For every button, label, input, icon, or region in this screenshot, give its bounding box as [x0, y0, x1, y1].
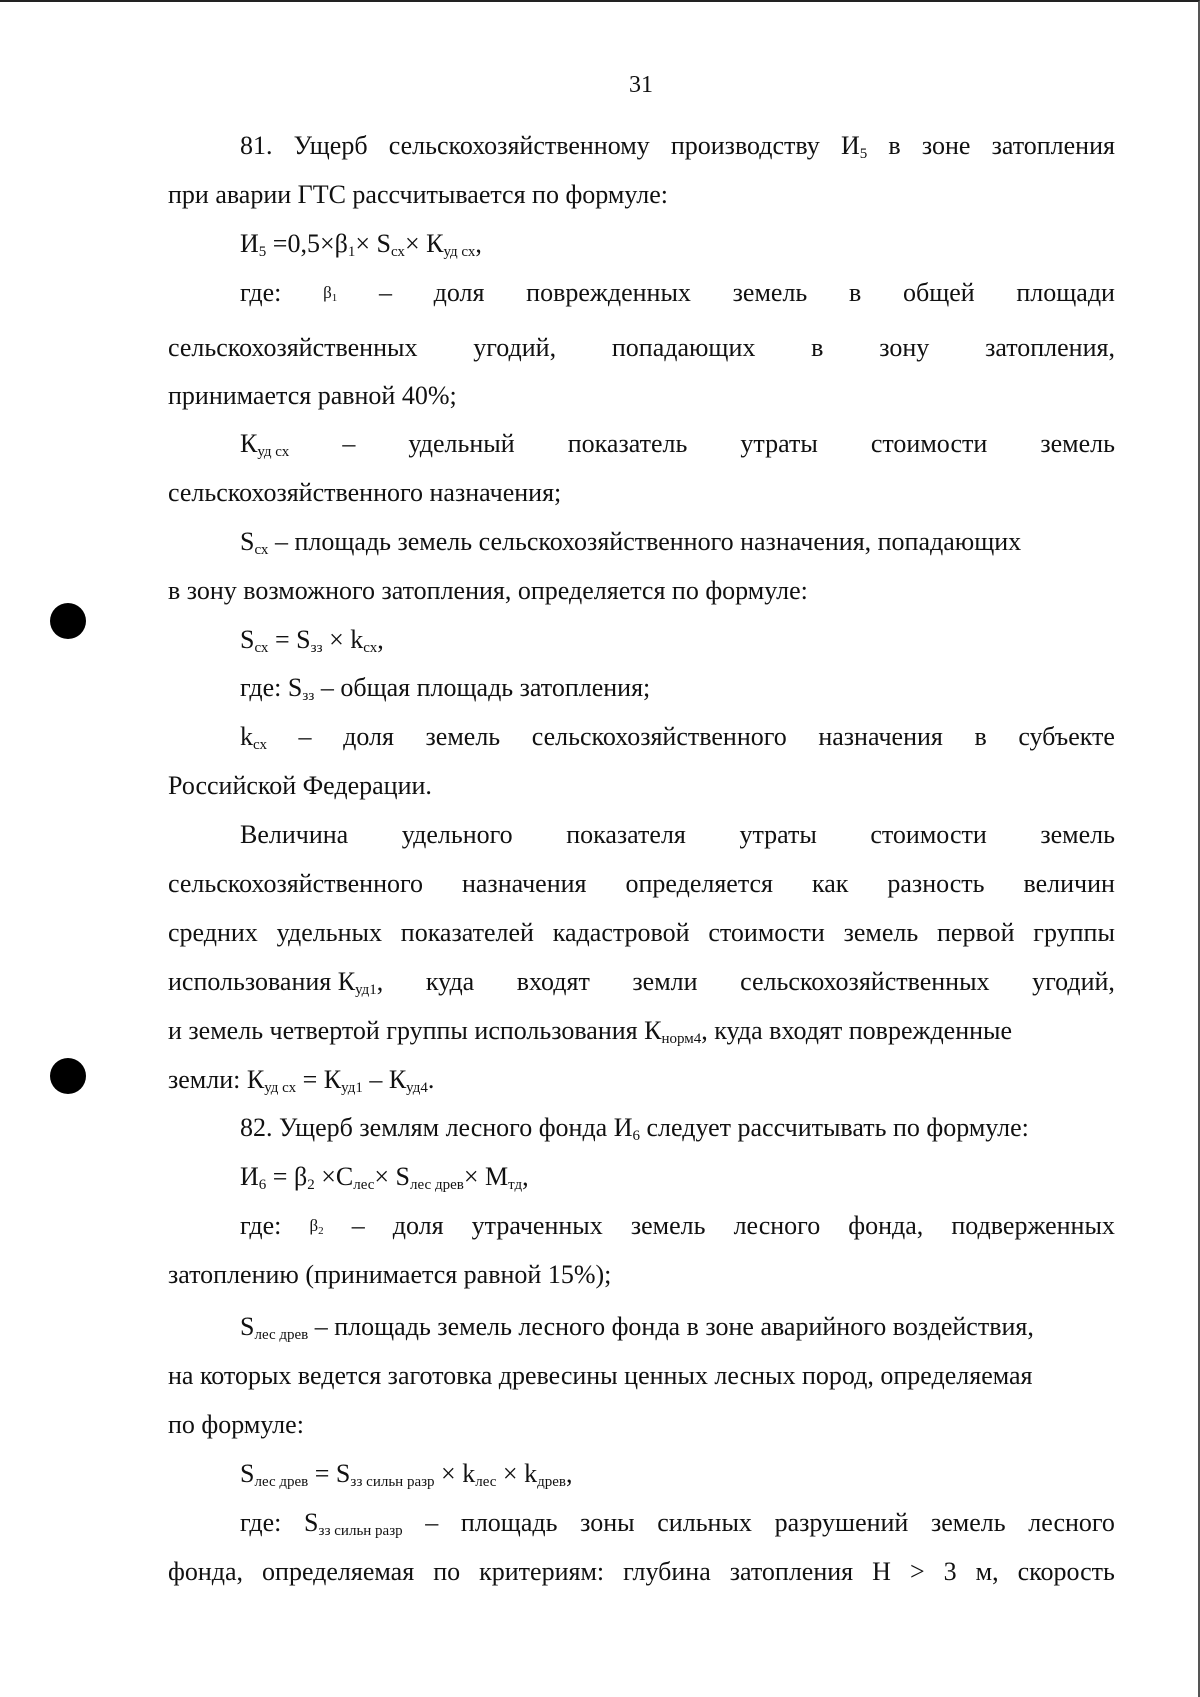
- p82-line-7: по формуле:: [168, 1410, 304, 1439]
- p81-line-15: Величина удельного показателя утраты стоимости земель: [240, 820, 1115, 849]
- punch-hole: [50, 603, 86, 639]
- formula-scx: $S_{сх} = S_{зз} \times k_{сх}$,: [240, 625, 384, 656]
- p81-line-10: в зону возможного затопления, определяется по формуле:: [168, 576, 808, 605]
- p81-line-20: земли: $К_{уд сх} = К_{уд1} - К_{уд4}$.: [168, 1065, 435, 1096]
- p81-line-16: сельскохозяйственного назначения определяется как разность величин: [168, 869, 1115, 898]
- p81-line-12: где: $S_{зз}$ – общая площадь затопления;: [240, 673, 651, 704]
- p82-where-szz: где: $S_{зз сильн разр}$ – площадь зоны сильных разрушений земель лесного: [240, 1508, 1115, 1539]
- p82-where-beta2: где: $\beta_2$ – доля утраченных земель лесного фонда, подверженных: [240, 1211, 1115, 1240]
- p81-line-6: принимается равной 40%;: [168, 381, 457, 410]
- formula-i6: $И_6 = \beta_2 \times С_{лес}\times S_{лес древ}\times М_{тд}$,: [240, 1162, 529, 1193]
- p81-line-5: сельскохозяйственных угодий, попадающих в зону затопления,: [168, 333, 1115, 362]
- p82-last-line: фонда, определяемая по критериям: глубина затопления H > 3 м, скорость: [168, 1557, 1115, 1586]
- formula-sles: $S_{лес древ} = S_{зз сильн разр} \times k_{лес} \times k_{древ}$,: [240, 1459, 573, 1490]
- p82-line-4: затоплению (принимается равной 15%);: [168, 1260, 612, 1289]
- p81-line-2: при аварии ГТС рассчитывается по формуле:: [168, 180, 668, 209]
- p81-line-14: Российской Федерации.: [168, 771, 432, 800]
- p81-kud-line: $К_{уд сх}$ – удельный показатель утраты стоимости земель: [240, 429, 1115, 460]
- p81-scx-line: $S_{сх}$ – площадь земель сельскохозяйственного назначения, попадающих: [240, 527, 1022, 558]
- p81-where-beta1: где: $\beta_1$ – доля поврежденных земель в общей площади: [240, 278, 1115, 307]
- p82-line-1: 82. Ущерб землям лесного фонда $И_6$ следует рассчитывать по формуле:: [240, 1113, 1029, 1144]
- punch-hole: [50, 1058, 86, 1094]
- p82-sles-line: $S_{лес древ}$ – площадь земель лесного фонда в зоне аварийного воздействия,: [240, 1312, 1034, 1343]
- p81-line-1: 81. Ущерб сельскохозяйственному производству $И_5$ в зоне затопления: [240, 131, 1115, 162]
- formula-i5: $И_5 =0,5\times\beta_1\times S_{сх}\times К_{уд сх}$,: [240, 229, 482, 260]
- p81-line-19: и земель четвертой группы использования $К_{норм4}$, куда входят поврежденные: [168, 1016, 1013, 1047]
- p81-line-18: использования $К_{уд1}$, куда входят земли сельскохозяйственных угодий,: [168, 967, 1115, 998]
- p81-kcx-line: $k_{сх}$ – доля земель сельскохозяйственного назначения в субъекте: [240, 722, 1115, 753]
- page-number: 31: [629, 72, 653, 98]
- p81-line-8: сельскохозяйственного назначения;: [168, 478, 562, 507]
- p81-line-17: средних удельных показателей кадастровой стоимости земель первой группы: [168, 918, 1115, 947]
- p82-line-6: на которых ведется заготовка древесины ценных лесных пород, определяемая: [168, 1361, 1033, 1390]
